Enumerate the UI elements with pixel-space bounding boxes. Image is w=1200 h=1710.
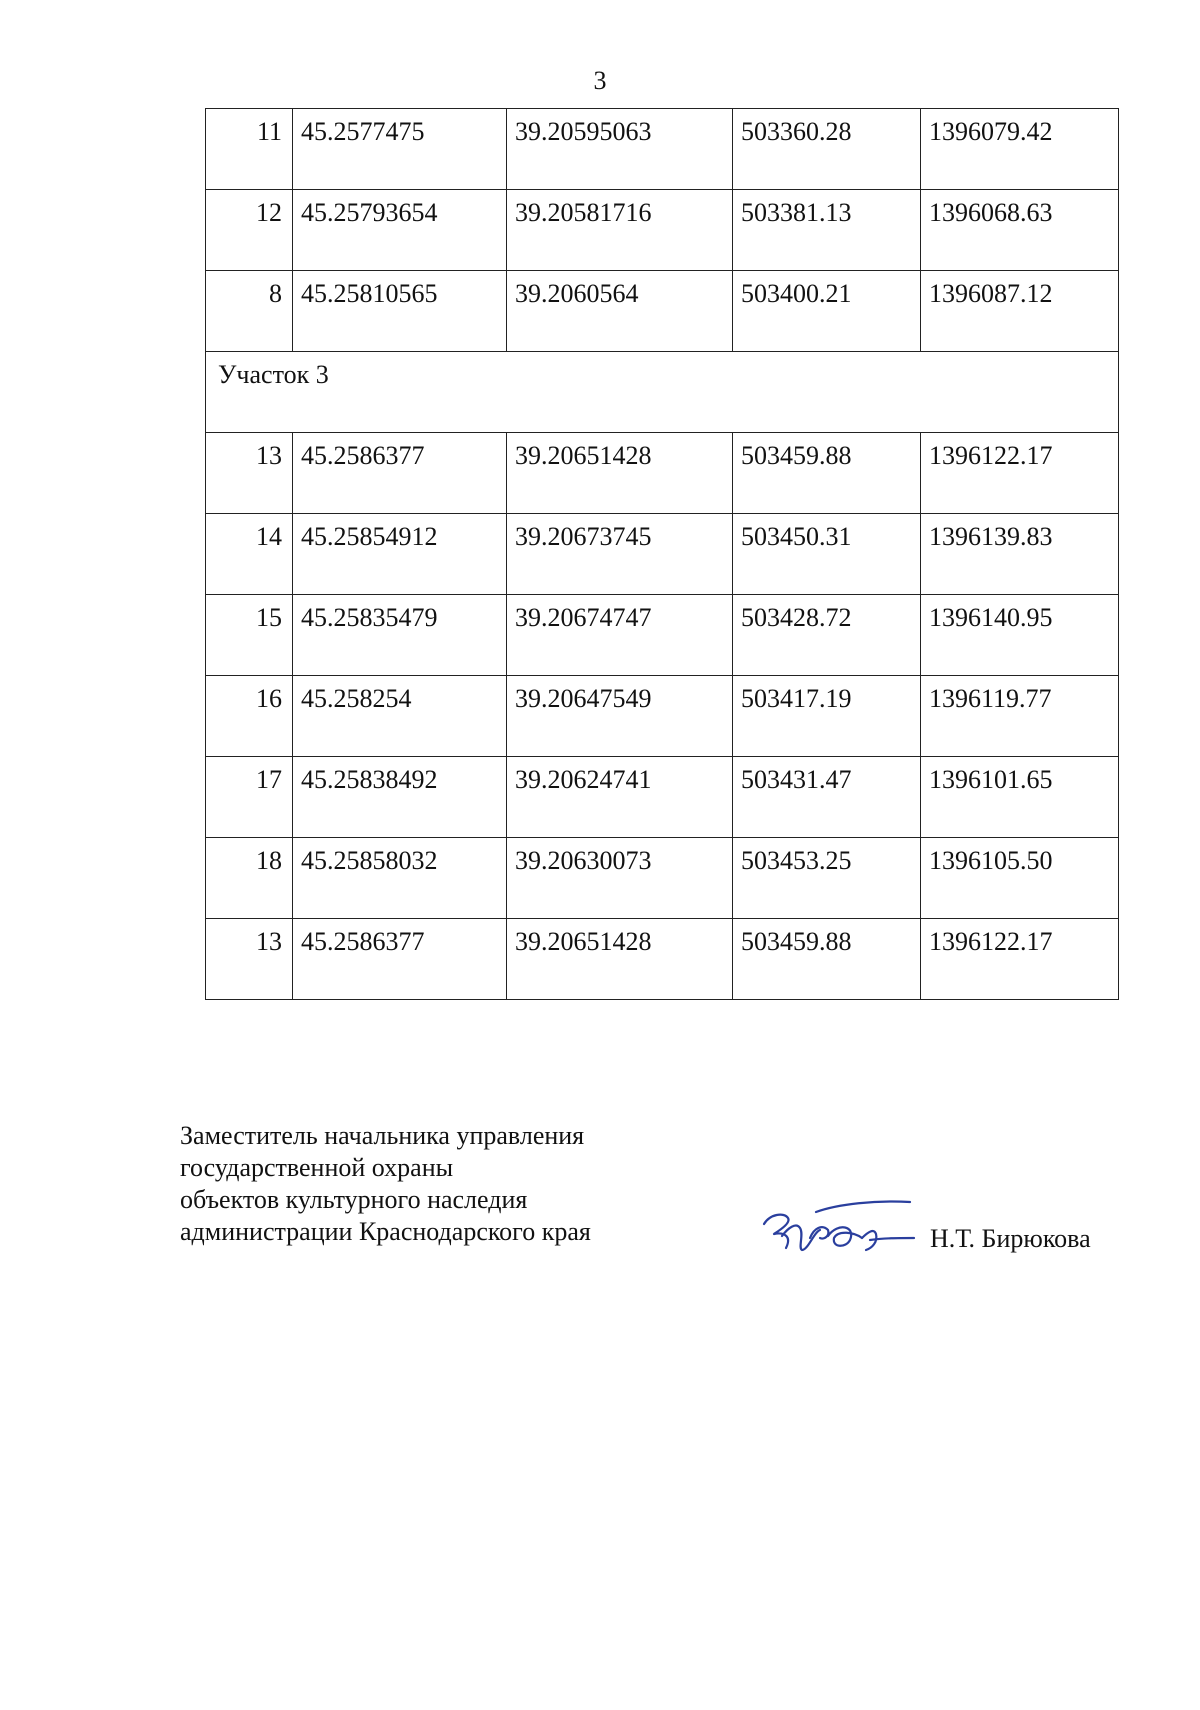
point-number: 18 — [206, 838, 293, 919]
x-coordinate-cell: 503453.25 — [733, 838, 921, 919]
point-number: 11 — [206, 109, 293, 190]
x-coordinate-cell: 503450.31 — [733, 514, 921, 595]
y-coordinate-cell: 1396068.63 — [921, 190, 1119, 271]
longitude-cell: 39.20651428 — [507, 919, 733, 1000]
latitude-cell: 45.25810565 — [293, 271, 507, 352]
table-row — [206, 919, 1119, 1000]
longitude-cell: 39.20673745 — [507, 514, 733, 595]
table-row — [206, 433, 1119, 514]
x-coordinate-cell: 503459.88 — [733, 433, 921, 514]
y-coordinate-cell: 1396119.77 — [921, 676, 1119, 757]
point-number: 17 — [206, 757, 293, 838]
latitude-cell: 45.25854912 — [293, 514, 507, 595]
x-coordinate-cell: 503431.47 — [733, 757, 921, 838]
point-number: 15 — [206, 595, 293, 676]
x-coordinate-cell: 503381.13 — [733, 190, 921, 271]
latitude-cell: 45.258254 — [293, 676, 507, 757]
y-coordinate-cell: 1396101.65 — [921, 757, 1119, 838]
longitude-cell: 39.20651428 — [507, 433, 733, 514]
signatory-title-line: государственной охраны — [180, 1153, 454, 1182]
latitude-cell: 45.25838492 — [293, 757, 507, 838]
x-coordinate-cell: 503428.72 — [733, 595, 921, 676]
latitude-cell: 45.2586377 — [293, 919, 507, 1000]
signer-name: Н.Т. Бирюкова — [930, 1224, 1091, 1253]
point-number: 12 — [206, 190, 293, 271]
point-number: 13 — [206, 919, 293, 1000]
section-label: Участок 3 — [206, 352, 1119, 433]
y-coordinate-cell: 1396087.12 — [921, 271, 1119, 352]
latitude-cell: 45.2577475 — [293, 109, 507, 190]
point-number: 8 — [206, 271, 293, 352]
y-coordinate-cell: 1396140.95 — [921, 595, 1119, 676]
coordinates-table — [205, 108, 1119, 1000]
page-number: 3 — [593, 66, 607, 95]
latitude-cell: 45.25793654 — [293, 190, 507, 271]
table-row — [206, 109, 1119, 190]
table-row — [206, 514, 1119, 595]
table-row — [206, 838, 1119, 919]
table-row — [206, 595, 1119, 676]
signatory-title — [180, 1120, 591, 1248]
table-row — [206, 757, 1119, 838]
latitude-cell: 45.25858032 — [293, 838, 507, 919]
point-number: 13 — [206, 433, 293, 514]
longitude-cell: 39.20630073 — [507, 838, 733, 919]
latitude-cell: 45.2586377 — [293, 433, 507, 514]
section-row — [206, 352, 1119, 433]
signatory-title-line: администрации Краснодарского края — [180, 1217, 591, 1246]
longitude-cell: 39.2060564 — [507, 271, 733, 352]
table-row — [206, 271, 1119, 352]
y-coordinate-cell: 1396079.42 — [921, 109, 1119, 190]
longitude-cell: 39.20581716 — [507, 190, 733, 271]
table-row — [206, 190, 1119, 271]
x-coordinate-cell: 503459.88 — [733, 919, 921, 1000]
signatory-title-line: Заместитель начальника управления — [180, 1121, 585, 1150]
point-number: 16 — [206, 676, 293, 757]
longitude-cell: 39.20624741 — [507, 757, 733, 838]
y-coordinate-cell: 1396122.17 — [921, 919, 1119, 1000]
x-coordinate-cell: 503360.28 — [733, 109, 921, 190]
y-coordinate-cell: 1396122.17 — [921, 433, 1119, 514]
longitude-cell: 39.20647549 — [507, 676, 733, 757]
table-row — [206, 676, 1119, 757]
latitude-cell: 45.25835479 — [293, 595, 507, 676]
y-coordinate-cell: 1396139.83 — [921, 514, 1119, 595]
signature-icon — [758, 1192, 918, 1262]
signatory-title-line: объектов культурного наследия — [180, 1185, 528, 1214]
x-coordinate-cell: 503417.19 — [733, 676, 921, 757]
point-number: 14 — [206, 514, 293, 595]
y-coordinate-cell: 1396105.50 — [921, 838, 1119, 919]
longitude-cell: 39.20595063 — [507, 109, 733, 190]
longitude-cell: 39.20674747 — [507, 595, 733, 676]
x-coordinate-cell: 503400.21 — [733, 271, 921, 352]
